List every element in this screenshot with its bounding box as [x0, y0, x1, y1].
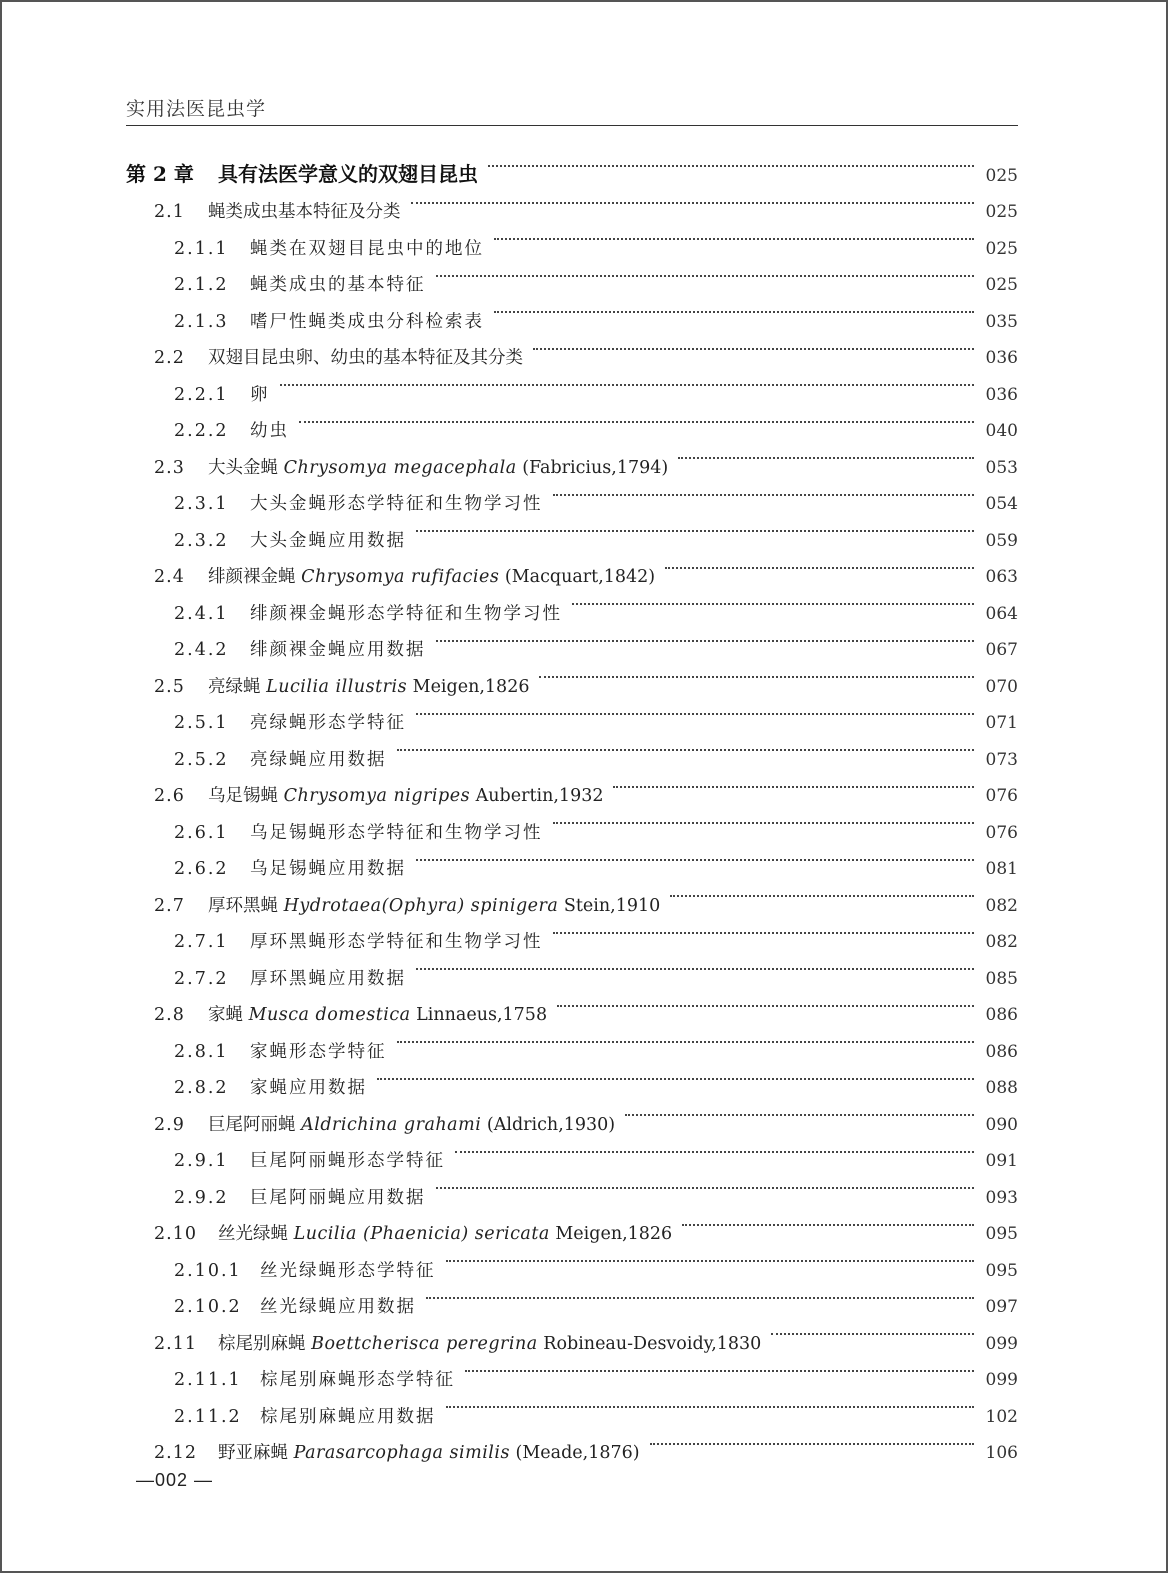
entry-title [250, 632, 426, 669]
dot-leader [436, 619, 975, 656]
entry-number: 2.7 [154, 895, 185, 916]
entry-page-number: 088 [985, 1078, 1018, 1098]
entry-chinese-name: 巨尾阿丽蝇应用数据 [250, 1187, 426, 1208]
entry-title [218, 1435, 640, 1472]
entry-page-number: 025 [985, 238, 1018, 259]
dot-leader [416, 838, 974, 875]
entry-number: 2.7.1 [174, 932, 229, 952]
dot-leader [625, 1093, 974, 1130]
entry-page-number: 035 [985, 311, 1018, 332]
entry-page-number: 102 [985, 1406, 1018, 1427]
entry-scientific-name: Musca domestica [248, 1005, 411, 1025]
dot-leader [426, 1276, 974, 1313]
entry-chinese-name: 嗜尸性蝇类成虫分科检索表 [250, 311, 484, 332]
entry-author: Aubertin,1932 [475, 786, 604, 806]
entry-title [260, 1362, 455, 1399]
dot-leader [553, 911, 975, 948]
entry-title [250, 1180, 426, 1217]
entry-author: (Meade,1876) [515, 1443, 640, 1463]
entry-chinese-name: 双翅目昆虫卵、幼虫的基本特征及其分类 [208, 348, 523, 368]
entry-title [208, 778, 603, 815]
toc-chapter-entry[interactable] [126, 144, 1018, 186]
entry-author: Linnaeus,1758 [416, 1005, 548, 1025]
entry-title [250, 413, 289, 450]
entry-page-number: 076 [985, 786, 1018, 806]
entry-number: 2.1.2 [174, 275, 229, 295]
entry-chinese-name: 丝光绿蝇形态学特征 [260, 1260, 436, 1281]
entry-title [250, 1070, 367, 1107]
entry-scientific-name: Aldrichina grahami [301, 1114, 482, 1135]
entry-page-number: 059 [985, 530, 1018, 551]
entry-page-number: 036 [985, 348, 1018, 368]
dot-leader [436, 254, 975, 291]
entry-page-number: 106 [985, 1443, 1018, 1463]
entry-page-number: 036 [985, 384, 1018, 405]
entry-page-number: 095 [985, 1224, 1018, 1244]
entry-number: 2.10.1 [174, 1260, 242, 1281]
entry-title [250, 705, 406, 742]
chapter-number: 第 2 章 [126, 161, 194, 186]
entry-author: Stein,1910 [563, 895, 661, 916]
dot-leader [446, 1239, 975, 1276]
entry-chinese-name: 绯颜裸金蝇 [208, 567, 296, 587]
entry-scientific-name: Chrysomya rufifacies [301, 567, 500, 587]
entry-page-number: 086 [985, 1041, 1018, 1062]
dot-leader [670, 874, 974, 911]
entry-chinese-name: 丝光绿蝇 [218, 1224, 288, 1244]
dot-leader [494, 217, 974, 254]
entry-number: 2.3.1 [174, 494, 229, 514]
dot-leader [488, 144, 974, 181]
entry-page-number: 071 [985, 713, 1018, 733]
dot-leader [650, 1422, 974, 1459]
entry-scientific-name: Chrysomya megacephala [283, 457, 517, 478]
dot-leader [557, 984, 974, 1021]
dot-leader [682, 1203, 974, 1240]
dot-leader [280, 363, 975, 400]
dot-leader [299, 400, 974, 437]
entry-number: 2.5.2 [174, 749, 229, 770]
entry-chinese-name: 幼虫 [250, 421, 289, 441]
dot-leader [397, 728, 975, 765]
entry-number: 2.6 [154, 786, 185, 806]
entry-page-number: 054 [985, 494, 1018, 514]
entry-page-number: 040 [985, 421, 1018, 441]
entry-page-number: 095 [985, 1260, 1018, 1281]
entry-page-number: 070 [985, 676, 1018, 697]
entry-chinese-name: 乌足锡蝇 [208, 786, 278, 806]
entry-chinese-name: 蝇类在双翅目昆虫中的地位 [250, 238, 484, 259]
entry-chinese-name: 家蝇形态学特征 [250, 1041, 387, 1062]
entry-scientific-name: Lucilia illustris [266, 676, 408, 697]
entry-page-number: 082 [985, 895, 1018, 916]
table-of-contents [126, 144, 1018, 1463]
dot-leader [613, 765, 974, 802]
entry-chinese-name: 巨尾阿丽蝇形态学特征 [250, 1151, 445, 1171]
entry-page-number: 025 [985, 202, 1018, 222]
entry-author: Robineau-Desvoidy,1830 [543, 1333, 762, 1354]
entry-title [260, 1289, 416, 1326]
entry-number: 2.4.2 [174, 640, 229, 660]
entry-title [250, 304, 484, 341]
dot-leader [572, 582, 974, 619]
dot-leader [771, 1312, 974, 1349]
dot-leader [411, 181, 975, 218]
entry-number: 2.2.2 [174, 421, 229, 441]
entry-number: 2.11.2 [174, 1406, 242, 1427]
dot-leader [416, 947, 974, 984]
entry-title [250, 267, 426, 304]
entry-number: 2.2.1 [174, 384, 229, 405]
entry-number: 2.5 [154, 676, 185, 697]
chapter-title: 具有法医学意义的双翅目昆虫 [218, 161, 478, 186]
entry-chinese-name: 大头金蝇 [208, 457, 278, 478]
entry-chinese-name: 乌足锡蝇应用数据 [250, 859, 406, 879]
dot-leader [416, 692, 974, 729]
entry-page-number: 086 [985, 1005, 1018, 1025]
dot-leader [678, 436, 974, 473]
entry-chinese-name: 蝇类成虫基本特征及分类 [208, 202, 401, 222]
entry-number: 2.6.2 [174, 859, 229, 879]
entry-chinese-name: 绯颜裸金蝇形态学特征和生物学习性 [250, 603, 562, 624]
entry-title [250, 1143, 445, 1180]
entry-author: (Macquart,1842) [504, 567, 656, 587]
entry-author: Meigen,1826 [555, 1224, 673, 1244]
running-header: 实用法医昆虫学 [126, 94, 1018, 126]
entry-scientific-name: Lucilia (Phaenicia) sericata [293, 1224, 550, 1244]
entry-chinese-name: 亮绿蝇 [208, 676, 261, 697]
entry-number: 2.8.1 [174, 1041, 229, 1062]
entry-chinese-name: 蝇类成虫的基本特征 [250, 275, 426, 295]
entry-page-number: 090 [985, 1114, 1018, 1135]
entry-page-number: 081 [985, 859, 1018, 879]
entry-chinese-name: 大头金蝇形态学特征和生物学习性 [250, 494, 543, 514]
entry-chinese-name: 厚环黑蝇应用数据 [250, 968, 406, 989]
entry-number: 2.1 [154, 202, 185, 222]
entry-number: 2.4.1 [174, 603, 229, 624]
entry-chinese-name: 家蝇应用数据 [250, 1078, 367, 1098]
dot-leader [436, 1166, 975, 1203]
entry-number: 2.8.2 [174, 1078, 229, 1098]
dot-leader [377, 1057, 974, 1094]
entry-page-number: 076 [985, 822, 1018, 843]
entry-chinese-name: 家蝇 [208, 1005, 243, 1025]
entry-chinese-name: 厚环黑蝇形态学特征和生物学习性 [250, 932, 543, 952]
entry-chinese-name: 大头金蝇应用数据 [250, 530, 406, 551]
entry-chinese-name: 绯颜裸金蝇应用数据 [250, 640, 426, 660]
entry-chinese-name: 棕尾别麻蝇形态学特征 [260, 1370, 455, 1390]
dot-leader [465, 1349, 974, 1386]
entry-title [250, 742, 387, 779]
entry-title [250, 851, 406, 888]
entry-page-number: 085 [985, 968, 1018, 989]
entry-chinese-name: 亮绿蝇形态学特征 [250, 713, 406, 733]
entry-title [208, 194, 401, 231]
entry-chinese-name: 棕尾别麻蝇应用数据 [260, 1406, 436, 1427]
entry-page-number: 097 [985, 1297, 1018, 1317]
entry-number: 2.11 [154, 1333, 197, 1354]
entry-chinese-name: 亮绿蝇应用数据 [250, 749, 387, 770]
entry-chinese-name: 厚环黑蝇 [208, 895, 278, 916]
entry-chinese-name: 卵 [250, 384, 270, 405]
entry-page-number: 067 [985, 640, 1018, 660]
entry-chinese-name: 巨尾阿丽蝇 [208, 1114, 296, 1135]
dot-leader [533, 327, 974, 364]
toc-entries [126, 181, 1018, 1463]
dot-leader [455, 1130, 974, 1167]
dot-leader [494, 290, 974, 327]
entry-chinese-name: 野亚麻蝇 [218, 1443, 288, 1463]
entry-page-number: 064 [985, 603, 1018, 624]
dot-leader [553, 801, 975, 838]
entry-page-number: 073 [985, 749, 1018, 770]
entry-page-number: 099 [985, 1333, 1018, 1354]
entry-author: (Aldrich,1930) [486, 1114, 616, 1135]
entry-scientific-name: Hydrotaea(Ophyra) spinigera [283, 895, 559, 916]
dot-leader [539, 655, 974, 692]
entry-page-number: 082 [985, 932, 1018, 952]
entry-number: 2.10.2 [174, 1297, 242, 1317]
entry-title [260, 1399, 436, 1436]
entry-chinese-name: 乌足锡蝇形态学特征和生物学习性 [250, 822, 543, 843]
entry-scientific-name: Chrysomya nigripes [283, 786, 471, 806]
entry-page-number: 063 [985, 567, 1018, 587]
page-number-footer: —002 — [136, 1470, 214, 1490]
dot-leader [397, 1020, 975, 1057]
entry-title [250, 961, 406, 998]
entry-number: 2.10 [154, 1224, 197, 1244]
dot-leader [446, 1385, 975, 1422]
entry-number: 2.9.2 [174, 1187, 229, 1208]
entry-page-number: 099 [985, 1370, 1018, 1390]
entry-number: 2.3.2 [174, 530, 229, 551]
entry-number: 2.1.3 [174, 311, 229, 332]
entry-title [260, 1253, 436, 1290]
entry-number: 2.11.1 [174, 1370, 242, 1390]
entry-number: 2.7.2 [174, 968, 229, 989]
entry-author: (Fabricius,1794) [522, 457, 669, 478]
entry-number: 2.9.1 [174, 1151, 229, 1171]
entry-title [250, 523, 406, 560]
entry-chinese-name: 丝光绿蝇应用数据 [260, 1297, 416, 1317]
entry-scientific-name: Boettcherisca peregrina [311, 1333, 538, 1354]
entry-page-number: 053 [985, 457, 1018, 478]
entry-number: 2.4 [154, 567, 185, 587]
entry-title [250, 1034, 387, 1071]
dot-leader [553, 473, 975, 510]
dot-leader [665, 546, 974, 583]
chapter-page-number: 025 [985, 165, 1018, 186]
entry-title [250, 377, 270, 414]
entry-chinese-name: 棕尾别麻蝇 [218, 1333, 306, 1354]
entry-number: 2.6.1 [174, 822, 229, 843]
entry-number: 2.12 [154, 1443, 197, 1463]
entry-number: 2.5.1 [174, 713, 229, 733]
entry-scientific-name: Parasarcophaga similis [293, 1443, 510, 1463]
entry-page-number: 093 [985, 1187, 1018, 1208]
entry-number: 2.9 [154, 1114, 185, 1135]
entry-number: 2.1.1 [174, 238, 229, 259]
entry-number: 2.2 [154, 348, 185, 368]
entry-number: 2.3 [154, 457, 185, 478]
entry-page-number: 091 [985, 1151, 1018, 1171]
entry-page-number: 025 [985, 275, 1018, 295]
entry-author: Meigen,1826 [412, 676, 530, 697]
entry-number: 2.8 [154, 1005, 185, 1025]
dot-leader [416, 509, 974, 546]
